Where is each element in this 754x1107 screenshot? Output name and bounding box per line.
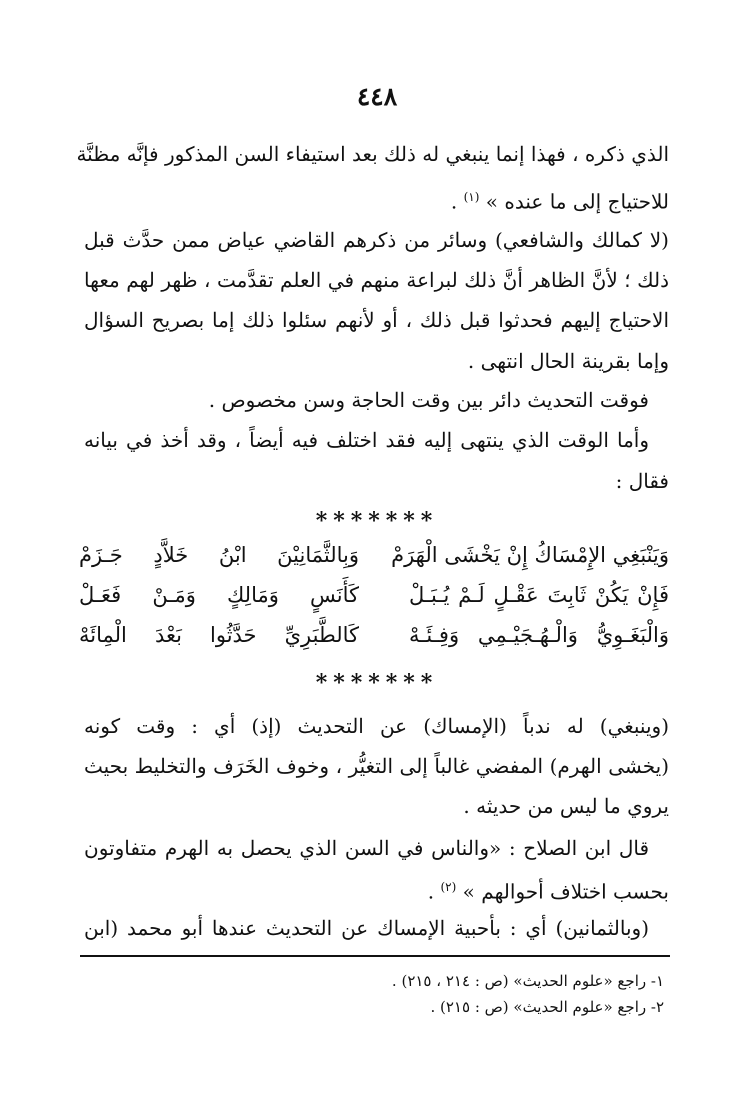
paragraph-line: (لا كمالك والشافعي) وسائر من ذكرهم القاضي عياض ممن حدَّث قبل	[84, 228, 669, 252]
stars-divider: *******	[315, 670, 439, 696]
verse-hemistich-second: وَبِالثَّمَانِيْنَ ابْنُ خَلاَّدٍ جَـزَمْ	[79, 543, 359, 567]
stars-divider: *******	[315, 508, 439, 534]
commentary-line: يروي ما ليس من حديثه .	[463, 794, 669, 818]
footnote-ref: (١)	[463, 190, 480, 204]
paragraph-line: الاحتياج إليهم فحدثوا قبل ذلك ، أو لأنهم سئلوا ذلك إما بصريح السؤال	[84, 308, 669, 332]
commentary-line: بحسب اختلاف أحوالهم » $^{(٢)}$ .	[427, 879, 669, 904]
page-number: ٤٤٨	[356, 82, 398, 111]
verse-hemistich-second: كَالطَّبَرِيِّ حَدَّثُوا بَعْدَ الْمِائَهْ	[79, 623, 359, 647]
commentary-line: قال ابن الصلاح : «والناس في السن الذي يحصل به الهرم متفاوتون	[84, 836, 649, 860]
paragraph-line: ذلك ؛ لأنَّ الظاهر أنَّ ذلك لبراعة منهم في العلم تقدَّمت ، ظهر لهم معها	[84, 268, 669, 292]
footnote: ١- راجع «علوم الحديث» (ص : ٢١٤ ، ٢١٥) .	[391, 972, 664, 990]
paragraph-line: وإما بقرينة الحال انتهى .	[467, 349, 669, 373]
paragraph-line: وأما الوقت الذي ينتهى إليه فقد اختلف فيه أيضاً ، وقد أخذ في بيانه	[84, 428, 649, 452]
verse-hemistich-first: فَإِنْ يَكُنْ ثَابِتَ عَقْـلٍ لَـمْ يُـبَـلْ	[409, 583, 669, 607]
verse-hemistich-first: وَيَنْبَغِي الإِمْسَاكُ إِنْ يَخْشَى الْهَرَمْ	[391, 543, 669, 567]
footnote: ٢- راجع «علوم الحديث» (ص : ٢١٥) .	[430, 998, 664, 1016]
commentary-line: (يخشى الهرم) المفضي غالباً إلى التغيُّر ، وخوف الخَرَف والتخليط بحيث	[84, 754, 669, 778]
paragraph-line: فقال :	[615, 469, 669, 493]
paragraph-line: فوقت التحديث دائر بين وقت الحاجة وسن مخصوص .	[208, 388, 649, 412]
footnote-ref: (٢)	[440, 880, 457, 894]
paragraph-line: للاحتياج إلى ما عنده » $^{(١)}$ .	[450, 189, 669, 214]
footnote-divider	[80, 955, 670, 957]
verse-hemistich-first: وَالْبَغَـوِيُّ وَالْـهُـجَيْـمِي وَفِـئَـهْ	[409, 623, 669, 647]
paragraph-line: الذي ذكره ، فهذا إنما ينبغي له ذلك بعد استيفاء السن المذكور فإنَّه مظنَّة	[76, 142, 669, 166]
commentary-line: (وبالثمانين) أي : بأحبية الإمساك عن التحديث عندها أبو محمد (ابن	[84, 916, 649, 940]
commentary-line: (وينبغي) له ندباً (الإمساك) عن التحديث (إذ) أي : وقت كونه	[84, 714, 669, 738]
verse-hemistich-second: كَأَنَسٍ وَمَالِكٍ وَمَـنْ فَعَـلْ	[79, 583, 359, 607]
